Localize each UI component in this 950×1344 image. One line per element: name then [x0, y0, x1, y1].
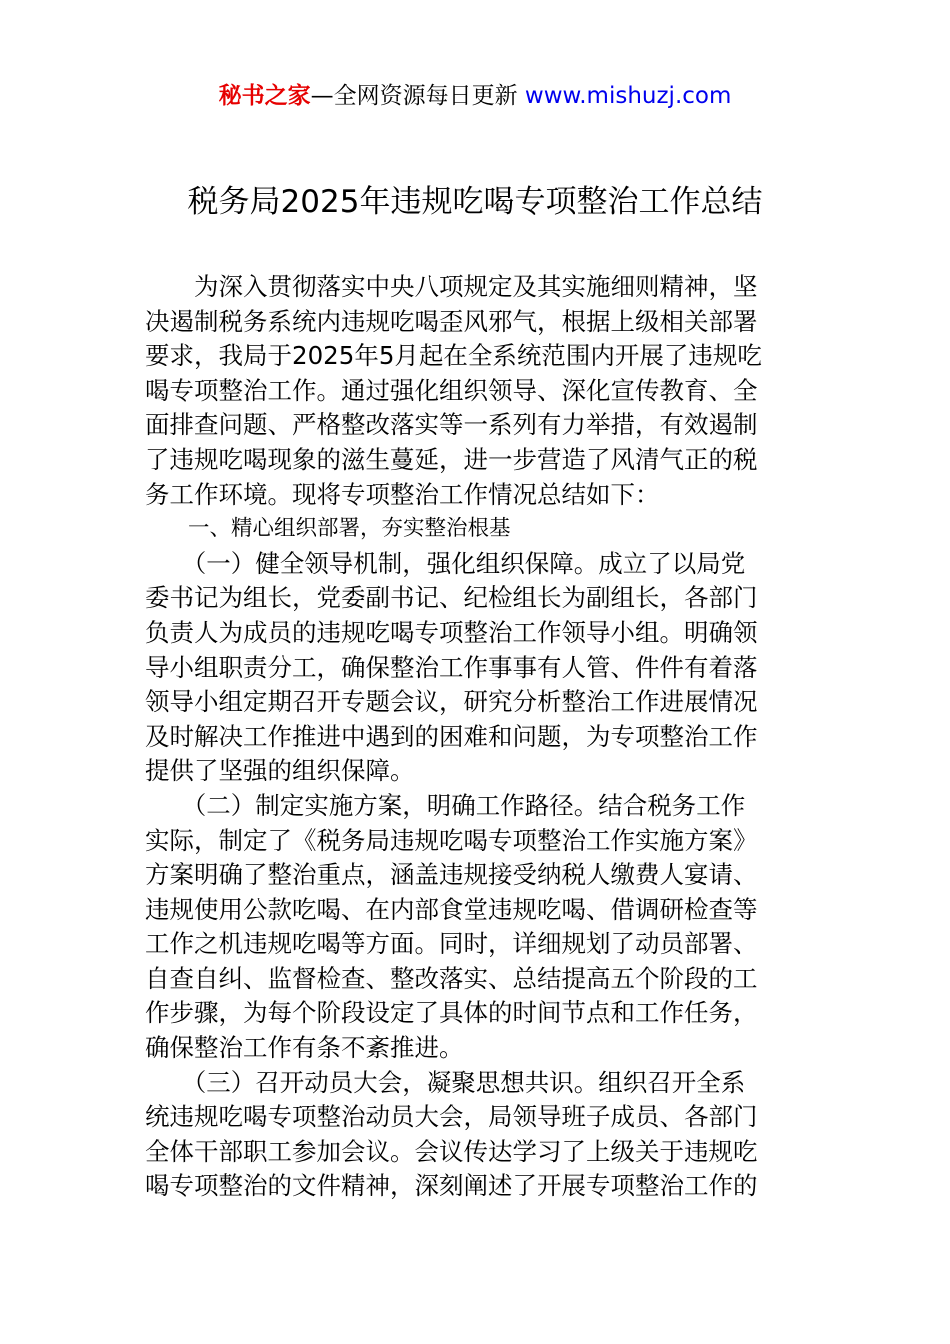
body-line: 委书记为组长，党委副书记、纪检组长为副组长，各部门 [145, 583, 758, 613]
body-line: 务工作环境。现将专项整治工作情况总结如下： [145, 479, 660, 509]
body-line: 导小组职责分工，确保整治工作事事有人管、件件有着落 [145, 652, 758, 682]
body-line: 领导小组定期召开专题会议，研究分析整治工作进展情况 [145, 687, 758, 717]
section-heading: 一、精心组织部署，夯实整治根基 [145, 516, 511, 542]
body-line: 自查自纠、监督检查、整改落实、总结提高五个阶段的工 [145, 963, 758, 993]
body-line: 工作之机违规吃喝等方面。同时，详细规划了动员部署、 [145, 929, 758, 959]
body-line: （二）制定实施方案，明确工作路径。结合税务工作 [145, 790, 746, 820]
body-line: 违规使用公款吃喝、在内部食堂违规吃喝、借调研检查等 [145, 894, 758, 924]
body-line: 及时解决工作推进中遇到的困难和问题，为专项整治工作 [145, 721, 758, 751]
document-body [145, 270, 807, 1204]
body-line: 统违规吃喝专项整治动员大会，局领导班子成员、各部门 [145, 1102, 758, 1132]
body-line: 全体干部职工参加会议。会议传达学习了上级关于违规吃 [145, 1136, 758, 1166]
body-line: 了违规吃喝现象的滋生蔓延，进一步营造了风清气正的税 [145, 444, 758, 474]
body-line: 喝专项整治的文件精神，深刻阐述了开展专项整治工作的 [145, 1171, 758, 1201]
site-brand: 秘书之家 [218, 83, 311, 109]
body-line: 提供了坚强的组织保障。 [145, 756, 415, 786]
document-title: 税务局2025年违规吃喝专项整治工作总结 [187, 184, 763, 220]
body-line: 确保整治工作有条不紊推进。 [145, 1033, 464, 1063]
site-banner [0, 80, 950, 112]
body-line: 面排查问题、严格整改落实等一系列有力举措，有效遏制 [145, 410, 758, 440]
body-line: 为深入贯彻落实中央八项规定及其实施细则精神，坚 [145, 272, 758, 301]
body-line: 要求，我局于2025年5月起在全系统范围内开展了违规吃 [145, 341, 762, 371]
body-line: 负责人为成员的违规吃喝专项整治工作领导小组。明确领 [145, 617, 758, 647]
body-line: 方案明确了整治重点，涵盖违规接受纳税人缴费人宴请、 [145, 860, 758, 890]
body-line: 实际，制定了《税务局违规吃喝专项整治工作实施方案》 [145, 825, 758, 855]
site-url-link[interactable]: www.mishuzj.com [524, 83, 732, 109]
body-line: 作步骤，为每个阶段设定了具体的时间节点和工作任务， [145, 998, 758, 1028]
body-line: 喝专项整治工作。通过强化组织领导、深化宣传教育、全 [145, 375, 758, 405]
body-line: 决遏制税务系统内违规吃喝歪风邪气，根据上级相关部署 [145, 306, 758, 336]
body-line: （三）召开动员大会，凝聚思想共识。组织召开全系 [145, 1067, 746, 1097]
body-line: （一）健全领导机制，强化组织保障。成立了以局党 [145, 548, 746, 578]
site-tagline: —全网资源每日更新 [310, 83, 518, 109]
